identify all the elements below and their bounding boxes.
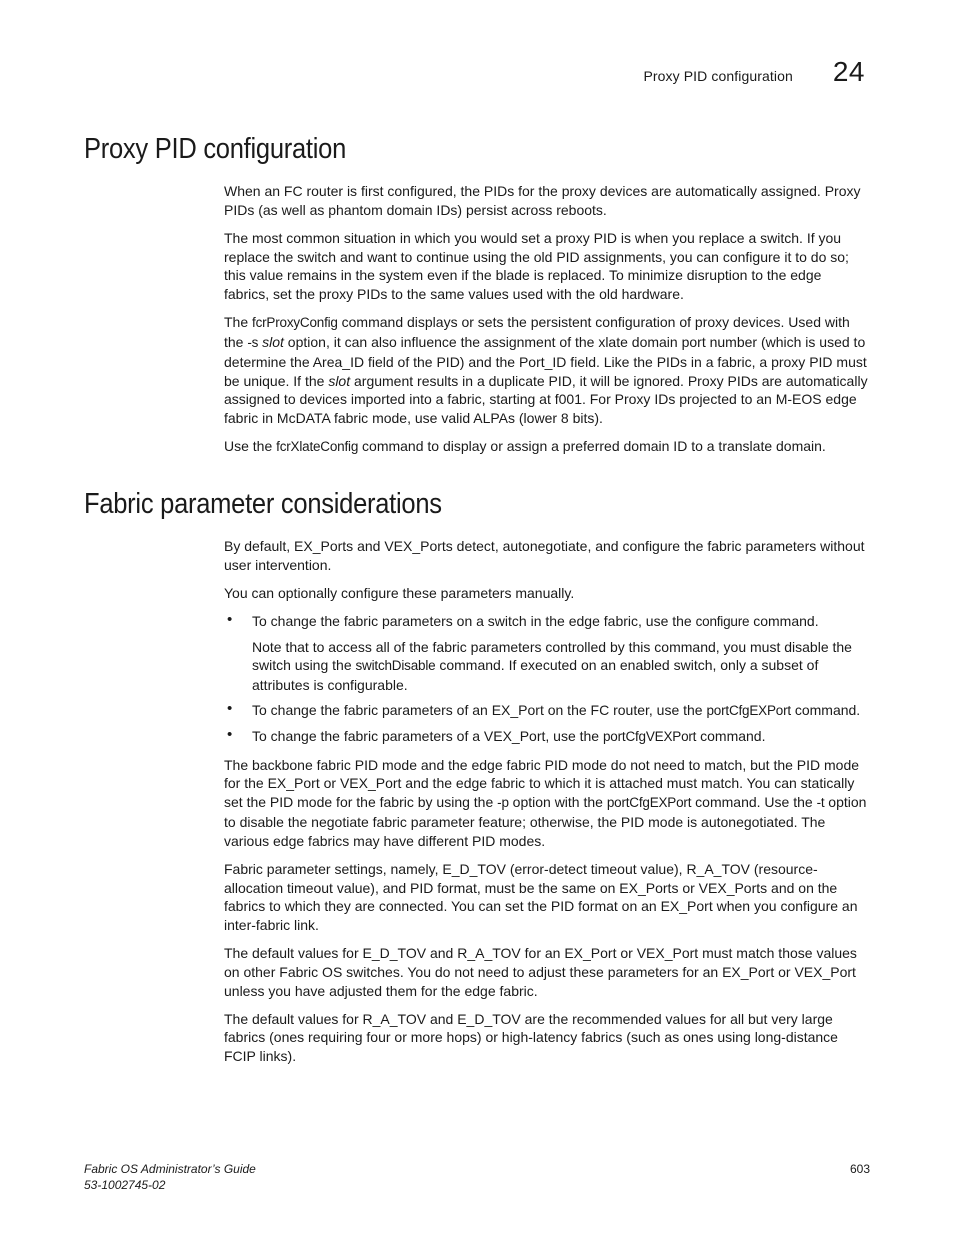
paragraph [224,313,870,428]
command-portcfgvexport: portCfgVEXPort [602,728,697,744]
chapter-number: 24 [832,56,865,87]
text: To change the fabric parameters on a switch in the edge fabric, use the [252,612,696,629]
text: To change the fabric parameters of a VEX_Port, use the [252,727,603,744]
list-item [224,701,870,721]
running-header-title: Proxy PID configuration [643,68,793,84]
command-fcrproxyconfig: fcrProxyConfig [252,315,338,331]
text: The backbone fabric PID mode and the edge fabric PID mode do not need to match, but the PID mode for the EX_Port or VEX_Port and the edge fabric to which it is attached must match. You can statically set the PID mode for the fabric by using the [224,756,860,811]
document-number: 53-1002745-02 [84,1178,166,1192]
section-body-fabric-parameters [224,537,870,1075]
paragraph [252,612,870,632]
paragraph [252,701,870,721]
bullet-icon: • [227,725,233,743]
argument-slot: slot [328,372,351,389]
paragraph: Fabric parameter settings, namely, E_D_TOV (error-detect timeout value), R_A_TOV (resource-allocation timeout value), and PID format, must be the same on EX_Ports or VEX_Ports and on the fabrics to which they are connected. You can set the PID format on an EX_Port when you configure an inter-fabric link. [224,860,858,934]
paragraph [224,437,870,457]
command-portcfgexport: portCfgEXPort [706,702,791,718]
command-configure: configure [695,613,750,629]
paragraph: The most common situation in which you would set a proxy PID is when you replace a switch. If you replace the switch and want to continue using the old PID assignments, you can configure it to do so; this value remains in the system even if the blade is replaced. To minimize disruption to the edge fabrics, set the proxy PIDs to the same values used with the old hardware. [224,229,849,303]
text: command. [696,727,766,744]
paragraph: You can optionally configure these parameters manually. [224,584,575,601]
paragraph: The default values for R_A_TOV and E_D_TOV are the recommended values for all but very large fabrics (ones requiring four or more hops) or high-latency fabrics (such as ones using long-distance FCIP links). [224,1010,838,1065]
text: Note that to access all of the fabric parameters controlled by this command, you must disable the switch using the [252,638,852,674]
note-paragraph [252,638,870,695]
page-number: 603 [849,1162,870,1176]
text: The [224,314,253,331]
command-fcrxlateconfig: fcrXlateConfig [276,439,359,455]
paragraph: When an FC router is first configured, the PIDs for the proxy devices are automatically assigned. Proxy PIDs (as well as phantom domain IDs) persist across reboots. [224,183,861,218]
list-item [224,612,870,695]
text: argument results in a duplicate PID, it will be ignored. Proxy PIDs are automatically assigned to devices imported into a fabric, starting at f001. For Proxy IDs projected to an M-EOS edge fabric in McDATA fabric mode, use valid ALPAs (lower 8 bits). [224,372,868,427]
text: command. [749,612,819,629]
bullet-icon: • [227,699,233,717]
guide-title: Fabric OS Administrator’s Guide [84,1162,256,1176]
command-switchdisable: switchDisable [355,658,436,674]
text: command to display or assign a preferred domain ID to a translate domain. [358,438,826,455]
text: command displays or sets the persistent configuration of proxy devices. Used with the [224,314,850,350]
argument-slot: slot [262,333,284,350]
option-t: -t [816,795,825,811]
text: option with the [508,794,607,811]
text: command. Use the [691,794,817,811]
text: command. [790,701,861,718]
list-item [224,727,870,747]
page-footer [84,1161,870,1193]
paragraph: The default values for E_D_TOV and R_A_TOV for an EX_Port or VEX_Port must match those values on other Fabric OS switches. You do not need to adjust these parameters for an EX_Port or VEX_Port unless you have adjusted them for the edge fabric. [224,945,857,999]
text: Use the [224,438,277,455]
text: option to disable the negotiate fabric parameter feature; otherwise, the PID mode is autonegotiated. The various edge fabrics may have different PID modes. [224,794,867,849]
running-header [643,56,865,88]
text: To change the fabric parameters of an EX_Port on the FC router, use the [252,701,707,718]
paragraph: By default, EX_Ports and VEX_Ports detect, autonegotiate, and configure the fabric parameters without user intervention. [224,538,865,573]
section-body-proxy-pid [224,182,870,466]
option-s: -s [247,334,259,350]
bullet-list [224,612,870,747]
text: option, it can also influence the assignment of the xlate domain port number (which is used to determine the Area_ID field of the PID) and the Port_ID field. Like the PIDs in a fabric, a proxy PID must be unique. If the [224,333,867,389]
command-portcfgexport: portCfgEXPort [606,795,692,811]
text: command. If executed on an enabled switch, only a subset of attributes is configurable. [252,657,819,694]
section-heading-fabric-parameters: Fabric parameter considerations [84,488,442,520]
paragraph [252,727,870,747]
option-p: -p [497,795,509,811]
section-heading-proxy-pid: Proxy PID configuration [84,133,347,165]
paragraph [224,756,870,851]
bullet-icon: • [227,610,233,628]
